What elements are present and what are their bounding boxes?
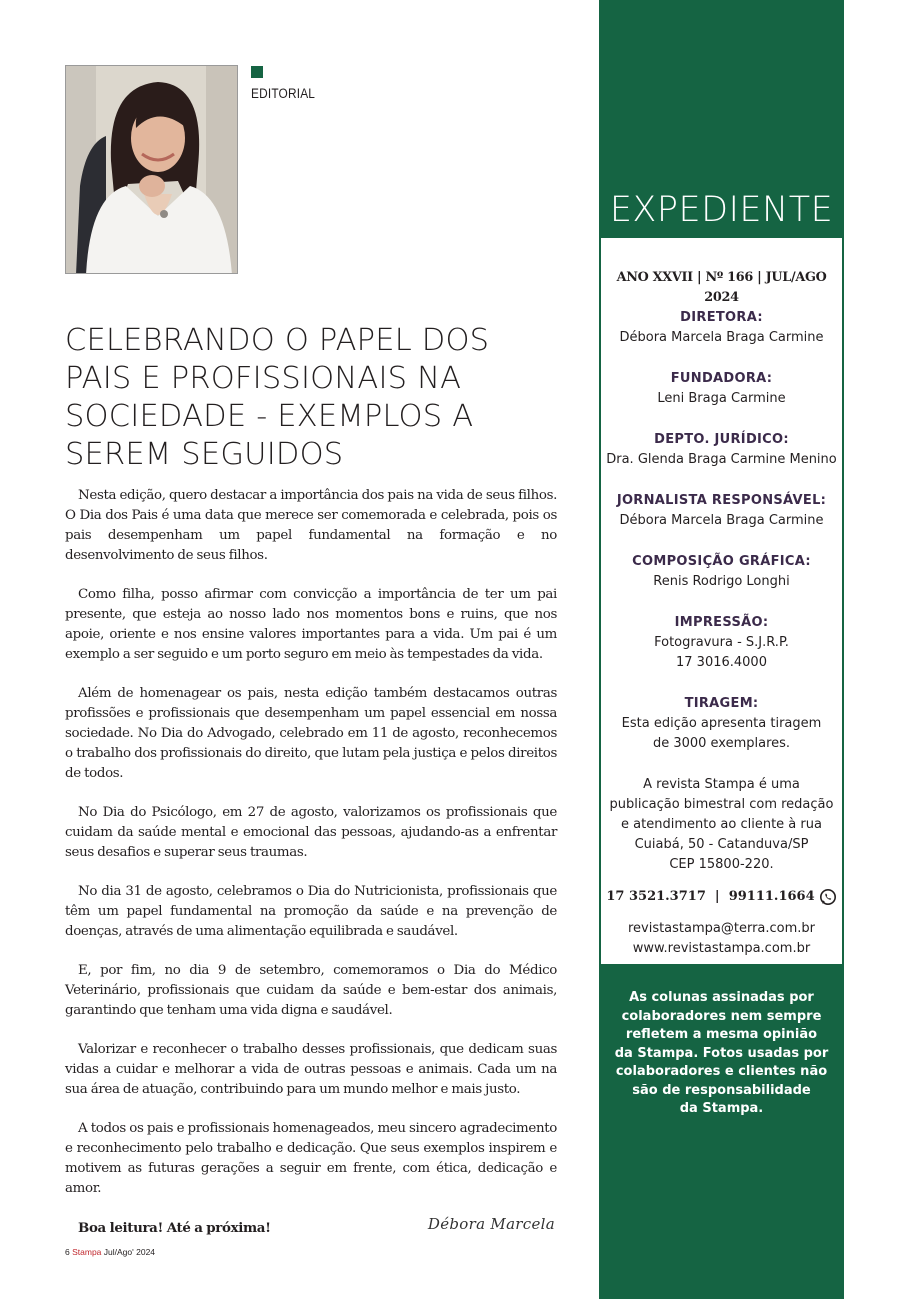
closing-line: Boa leitura! Até a próxima! — [78, 1220, 271, 1236]
whatsapp-icon — [819, 888, 837, 906]
contact-email[interactable]: revistastampa@terra.com.br — [627, 921, 816, 936]
about-line: publicação bimestral com redação — [609, 797, 834, 812]
author-photo — [65, 65, 238, 274]
disclaimer-line: da Stampa. — [679, 1101, 764, 1116]
article-paragraph: Nesta edição, quero destacar a importância dos pais na vida de seus filhos. O Dia dos Pais é uma data que merece ser comemorada e celebrada, pois os pais desempenham um papel fundamental na formação e no desenvolvimento de seus filhos. — [65, 488, 557, 563]
article-paragraph: A todos os pais e profissionais homenageados, meu sincero agradecimento e reconhecimento pelo trabalho e dedicação. Que seus exemplos inspirem e motivem as futuras gerações a seguir em frente, com ética, dedicação e amor. — [65, 1121, 557, 1196]
page-footer — [65, 1247, 155, 1257]
article-paragraph: Além de homenagear os pais, nesta edição também destacamos outras profissões e profissionais que desempenham um papel essencial em nossa sociedade. No Dia do Advogado, celebrado em 11 de agosto, reconhecemos o trabalho dos profissionais do direito, que lutam pela justiça e pelos direitos de todos. — [65, 686, 557, 781]
article-body — [65, 486, 557, 1238]
tiragem-line: de 3000 exemplares. — [652, 736, 791, 751]
jornalista-label: JORNALISTA RESPONSÁVEL: — [616, 493, 827, 508]
about-line: Cuiabá, 50 - Catanduva/SP — [634, 837, 809, 852]
disclaimer-line: são de responsabilidade — [632, 1082, 811, 1098]
article-paragraph: Valorizar e reconhecer o trabalho desses profissionais, que dedicam suas vidas a cuidar e melhorar a vida de outras pessoas e animais. Cada um na sua área de atuação, contribuindo para um mundo melhor e mais justo. — [65, 1042, 557, 1097]
issue-line: ANO XXVII | Nº 166 | JUL/AGO 2024 — [616, 270, 827, 305]
article-paragraph: Como filha, posso afirmar com convicção a importância de ter um pai presente, que esteja ao nosso lado nos momentos bons e ruins, que nos apoie, oriente e nos ensine valores importantes para a vida. Um pai é um exemplo a ser seguido e um porto seguro em meio às tempestades da vida. — [65, 587, 557, 662]
expediente-title: EXPEDIENTE — [609, 190, 834, 230]
juridico-label: DEPTO. JURÍDICO: — [654, 432, 789, 447]
contact-website[interactable]: www.revistastampa.com.br — [632, 941, 811, 956]
headline — [65, 322, 535, 474]
expediente-box — [601, 238, 842, 964]
impressao-line: Fotogravura - S.J.R.P. — [654, 635, 789, 650]
disclaimer-line: refletem a mesma opinião — [625, 1027, 818, 1042]
juridico-name: Dra. Glenda Braga Carmine Menino — [606, 452, 837, 467]
article-paragraph: No dia 31 de agosto, celebramos o Dia do Nutricionista, profissionais que têm um papel fundamental na promoção da saúde e na prevenção de doenças, através de uma alimentação equilibrada e saudável. — [65, 884, 557, 939]
headline-line: SOCIEDADE - EXEMPLOS A — [65, 399, 474, 434]
fundadora-name: Leni Braga Carmine — [657, 391, 786, 406]
contact-phone — [601, 887, 842, 907]
headline-line: PAIS E PROFISSIONAIS NA — [65, 361, 462, 396]
about-line: A revista Stampa é uma — [643, 777, 800, 792]
page-number: 6 — [65, 1247, 70, 1257]
disclaimer — [610, 989, 833, 1119]
article-paragraph: No Dia do Psicólogo, em 27 de agosto, valorizamos os profissionais que cuidam da saúde mental e emocional das pessoas, ajudando-as a enfrentar seus desafios e superar seus traumas. — [65, 805, 557, 860]
headline-line: SEREM SEGUIDOS — [65, 437, 344, 472]
diretora-name: Débora Marcela Braga Carmine — [619, 330, 824, 345]
composicao-label: COMPOSIÇÃO GRÁFICA: — [632, 554, 811, 569]
disclaimer-line: da Stampa. Fotos usadas por — [614, 1045, 829, 1061]
footer-brand: Stampa — [72, 1247, 102, 1257]
disclaimer-line: colaboradores e clientes não — [615, 1064, 828, 1079]
jornalista-name: Débora Marcela Braga Carmine — [619, 513, 824, 528]
tiragem-label: TIRAGEM: — [684, 696, 759, 711]
footer-issue: Jul/Ago' 2024 — [103, 1247, 156, 1257]
section-label: EDITORIAL — [251, 86, 316, 101]
impressao-label: IMPRESSÃO: — [674, 615, 769, 630]
tiragem-line: Esta edição apresenta tiragem — [621, 716, 822, 731]
section-marker — [251, 66, 263, 78]
signature: Débora Marcela — [427, 1215, 555, 1233]
about-line: CEP 15800-220. — [669, 857, 774, 872]
disclaimer-line: As colunas assinadas por — [629, 990, 814, 1005]
impressao-phone: 17 3016.4000 — [676, 655, 767, 670]
about-line: e atendimento ao cliente à rua — [621, 817, 822, 832]
article-paragraph: E, por fim, no dia 9 de setembro, comemoramos o Dia do Médico Veterinário, profissionais que cuidam da saúde e bem-estar dos animais, garantindo que tenham uma vida digna e saudável. — [65, 963, 557, 1018]
composicao-name: Renis Rodrigo Longhi — [653, 574, 790, 589]
disclaimer-line: colaboradores nem sempre — [621, 1008, 822, 1024]
fundadora-label: FUNDADORA: — [670, 371, 773, 386]
diretora-label: DIRETORA: — [680, 310, 763, 325]
headline-line: CELEBRANDO O PAPEL DOS — [65, 323, 490, 358]
phone-numbers: 17 3521.3717 | 99111.1664 — [606, 889, 815, 904]
